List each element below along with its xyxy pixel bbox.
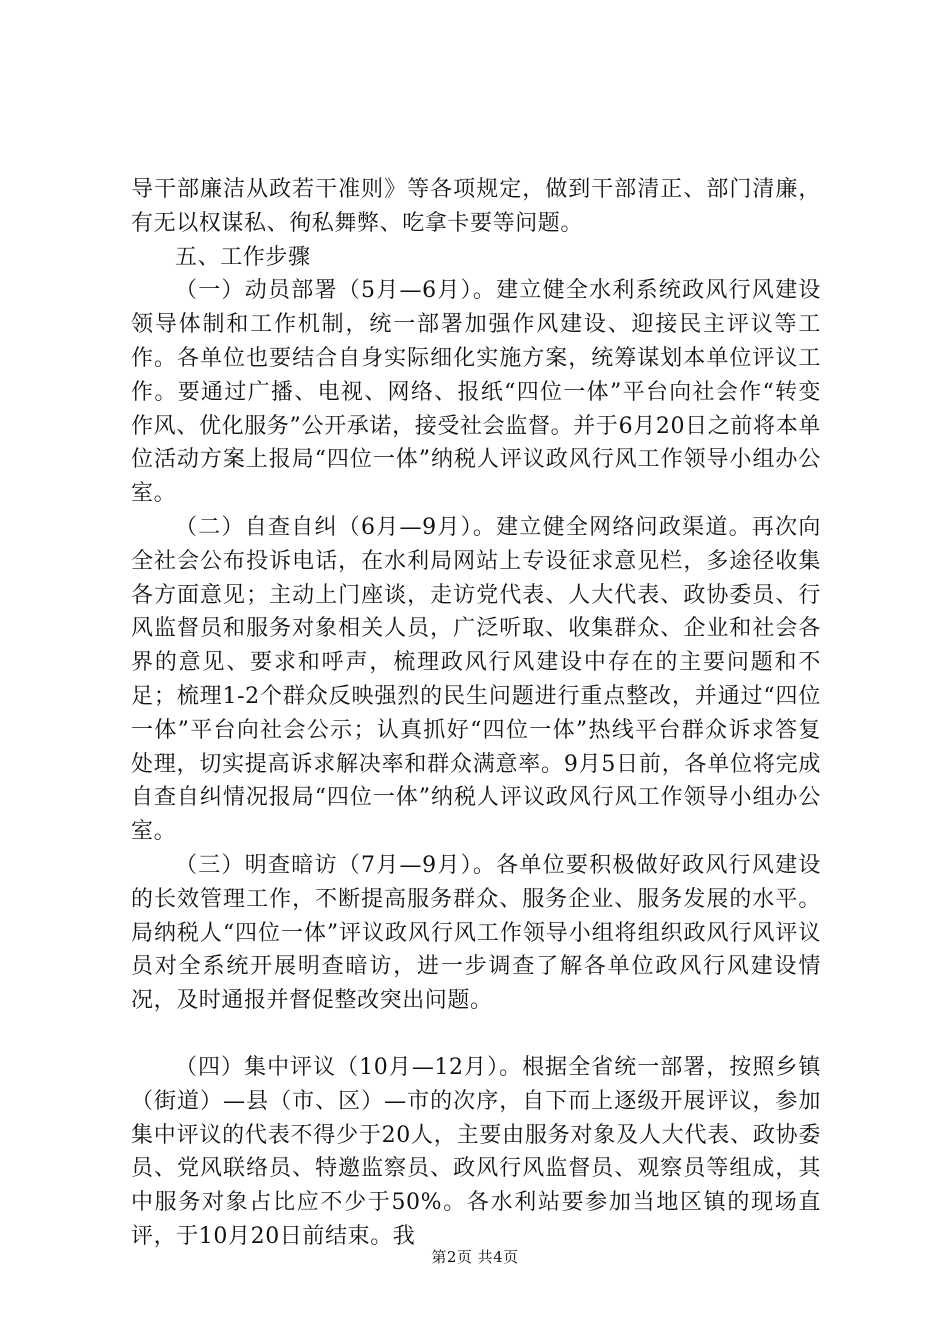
paragraph-centralized-review: （四）集中评议（10月—12月）。根据全省统一部署，按照乡镇（街道）—县（市、区）—市的次序，自下而上逐级开展评议，参加集中评议的代表不得少于20人，主要由服务对象及人大代表、政协委员、党风联络员、特邀监察员、政风行风监督员、观察员等组成，其中服务对象占比应不少于50%。各水利站要参加当地区镇的现场直评，于10月20日前结束。我 xyxy=(131,1054,821,1249)
paragraph-continuation: 导干部廉洁从政若干准则》等各项规定，做到干部清正、部门清廉，有无以权谋私、徇私舞弊、吃拿卡要等问题。 xyxy=(131,177,821,236)
document-body xyxy=(131,173,821,1254)
paragraph-self-inspection: （二）自查自纠（6月—9月）。建立健全网络问政渠道。再次向全社会公布投诉电话，在水利局网站上专设征求意见栏，多途径收集各方面意见；主动上门座谈，走访党代表、人大代表、政协委员、行风监督员和服务对象相关人员，广泛听取、收集群众、企业和社会各界的意见、要求和呼声，梳理政风行风建设中存在的主要问题和不足；梳理1-2个群众反映强烈的民生问题进行重点整改，并通过“四位一体”平台向社会公示；认真抓好“四位一体”热线平台群众诉求答复处理，切实提高诉求解决率和群众满意率。9月5日前，各单位将完成自查自纠情况报局“四位一体”纳税人评议政风行风工作领导小组办公室。 xyxy=(131,514,821,845)
section-heading-work-steps: 五、工作步骤 xyxy=(175,244,311,270)
page-number-footer: 第2页 共4页 xyxy=(431,1248,519,1266)
paragraph-inspection-visits: （三）明查暗访（7月—9月）。各单位要积极做好政风行风建设的长效管理工作，不断提高服务群众、服务企业、服务发展的水平。局纳税人“四位一体”评议政风行风工作领导小组将组织政风行风评议员对全系统开展明查暗访，进一步调查了解各单位政风行风建设情况，及时通报并督促整改突出问题。 xyxy=(131,852,821,1014)
paragraph-spacer xyxy=(131,1018,821,1051)
paragraph-mobilization: （一）动员部署（5月—6月）。建立健全水利系统政风行风建设领导体制和工作机制，统一部署加强作风建设、迎接民主评议等工作。各单位也要结合自身实际细化实施方案，统筹谋划本单位评议工作。要通过广播、电视、网络、报纸“四位一体”平台向社会作“转变作风、优化服务”公开承诺，接受社会监督。并于6月20日之前将本单位活动方案上报局“四位一体”纳税人评议政风行风工作领导小组办公室。 xyxy=(131,278,821,507)
